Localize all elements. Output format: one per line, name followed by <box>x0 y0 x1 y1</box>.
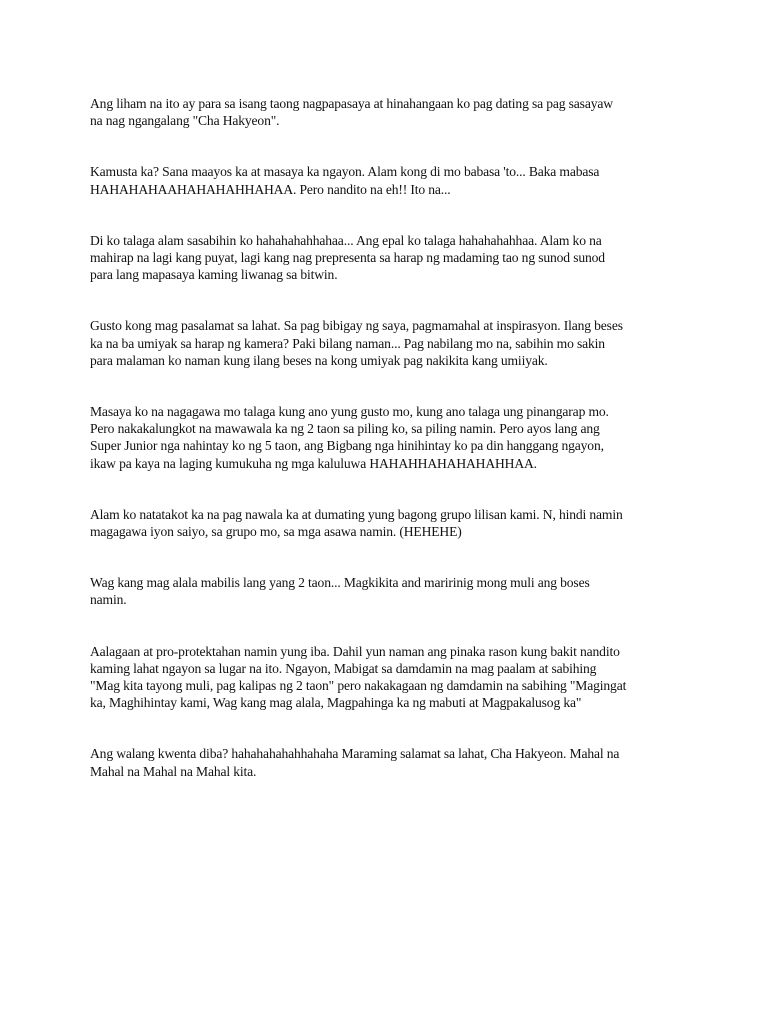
text-line: magagawa iyon saiyo, sa grupo mo, sa mga asawa namin. (HEHEHE) <box>90 524 462 540</box>
text-line: Kamusta ka? Sana maayos ka at masaya ka ngayon. Alam kong di mo babasa 'to... Baka mabasa <box>90 164 600 180</box>
text-line: "Mag kita tayong muli, pag kalipas ng 2 taon" pero nakakagaan ng damdamin na sabihing "Magingat <box>90 678 627 694</box>
text-line: Ang walang kwenta diba? hahahahahahhahaha Maraming salamat sa lahat, Cha Hakyeon. Mahal na <box>90 746 620 762</box>
paragraph-4 <box>90 317 680 369</box>
text-line: Gusto kong mag pasalamat sa lahat. Sa pag bibigay ng saya, pagmamahal at inspirasyon. Ilang beses <box>90 318 623 334</box>
text-line: Mahal na Mahal na Mahal kita. <box>90 763 257 779</box>
paragraph-8 <box>90 643 680 712</box>
paragraph-1 <box>90 95 680 129</box>
paragraph-3 <box>90 232 680 284</box>
paragraph-6 <box>90 506 680 540</box>
text-line: para lang mapasaya kaming liwanag sa bitwin. <box>90 267 338 283</box>
paragraph-7 <box>90 574 680 608</box>
text-line: kaming lahat ngayon sa lugar na ito. Ngayon, Mabigat sa damdamin na mag paalam at sabihing <box>90 660 597 676</box>
text-line: para malaman ko naman kung ilang beses na kong umiyak pag nakikita kang umiiyak. <box>90 352 548 368</box>
text-line: ka, Maghihintay kami, Wag kang mag alala, Magpahinga ka ng mabuti at Magpakalusog ka" <box>90 695 582 711</box>
text-line: Masaya ko na nagagawa mo talaga kung ano yung gusto mo, kung ano talaga ung pinangarap mo. <box>90 404 609 420</box>
text-line: HAHAHAHAAHAHAHAHHAHAA. Pero nandito na eh!! Ito na... <box>90 181 451 197</box>
text-line: Alam ko natatakot ka na pag nawala ka at dumating yung bagong grupo lilisan kami. N, hindi namin <box>90 506 623 522</box>
text-line: Wag kang mag alala mabilis lang yang 2 taon... Magkikita and maririnig mong muli ang boses <box>90 575 590 591</box>
text-line: mahirap na lagi kang puyat, lagi kang nag prepresenta sa harap ng madaming tao ng sunod sunod <box>90 250 605 266</box>
text-line: namin. <box>90 592 127 608</box>
text-line: Ang liham na ito ay para sa isang taong nagpapasaya at hinahangaan ko pag dating sa pag sasayaw <box>90 96 613 111</box>
text-line: Di ko talaga alam sasabihin ko hahahahahhahaa... Ang epal ko talaga hahahahahhaa. Alam ko na <box>90 232 602 248</box>
text-line: na nag ngangalang "Cha Hakyeon". <box>90 113 280 129</box>
text-line: Pero nakakalungkot na mawawala ka ng 2 taon sa piling ko, sa piling namin. Pero ayos lang ang <box>90 421 600 437</box>
paragraph-9 <box>90 745 680 779</box>
text-line: ka na ba umiyak sa harap ng kamera? Paki bilang naman... Pag nabilang mo na, sabihin mo sakin <box>90 335 605 351</box>
letter-body <box>90 95 680 814</box>
text-line: Super Junior nga nahintay ko ng 5 taon, ang Bigbang nga hinihintay ko pa din hanggang ngayon, <box>90 438 604 454</box>
text-line: ikaw pa kaya na laging kumukuha ng mga kaluluwa HAHAHHAHAHAHAHHAA. <box>90 455 537 471</box>
paragraph-2 <box>90 163 680 197</box>
text-line: Aalagaan at pro-protektahan namin yung iba. Dahil yun naman ang pinaka rason kung bakit nandito <box>90 643 620 659</box>
paragraph-5 <box>90 403 680 472</box>
